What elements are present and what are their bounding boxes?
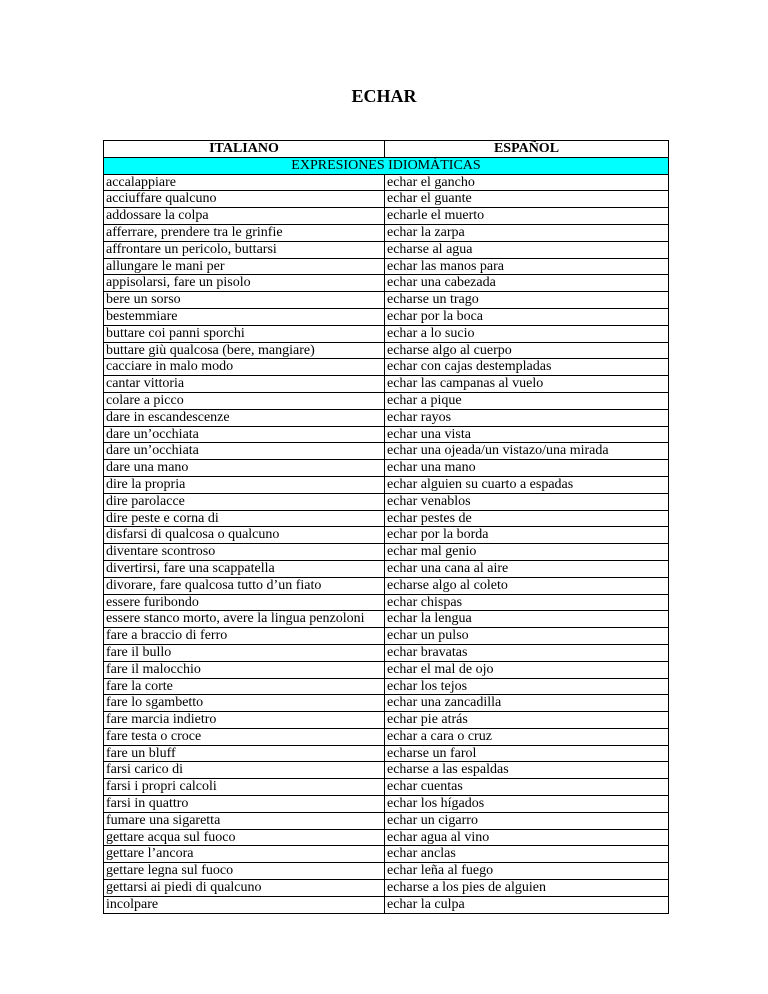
table-row bbox=[104, 577, 669, 594]
spanish-cell: echar mal genio bbox=[385, 544, 669, 561]
spanish-cell: echar un pulso bbox=[385, 628, 669, 645]
italian-cell: bere un sorso bbox=[104, 292, 385, 309]
table-row bbox=[104, 510, 669, 527]
italian-cell: accalappiare bbox=[104, 174, 385, 191]
table-row bbox=[104, 376, 669, 393]
table-row bbox=[104, 812, 669, 829]
spanish-cell: echarse a las espaldas bbox=[385, 762, 669, 779]
table-row bbox=[104, 224, 669, 241]
table-row bbox=[104, 796, 669, 813]
italian-cell: affrontare un pericolo, buttarsi bbox=[104, 241, 385, 258]
spanish-cell: echarse al agua bbox=[385, 241, 669, 258]
italian-cell: fare marcia indietro bbox=[104, 712, 385, 729]
italian-cell: fare il malocchio bbox=[104, 661, 385, 678]
italian-cell: diventare scontroso bbox=[104, 544, 385, 561]
spanish-cell: echar pie atrás bbox=[385, 712, 669, 729]
spanish-cell: echar a pique bbox=[385, 392, 669, 409]
italian-cell: fare un bluff bbox=[104, 745, 385, 762]
spanish-cell: echar venablos bbox=[385, 493, 669, 510]
italian-cell: fare il bullo bbox=[104, 644, 385, 661]
spanish-cell: echar chispas bbox=[385, 594, 669, 611]
table-row bbox=[104, 544, 669, 561]
italian-cell: afferrare, prendere tra le grinfie bbox=[104, 224, 385, 241]
table-row bbox=[104, 409, 669, 426]
italian-cell: farsi i propri calcoli bbox=[104, 779, 385, 796]
italian-cell: farsi in quattro bbox=[104, 796, 385, 813]
italian-cell: essere stanco morto, avere la lingua penzoloni bbox=[104, 611, 385, 628]
spanish-cell: echar la culpa bbox=[385, 896, 669, 913]
italian-cell: cacciare in malo modo bbox=[104, 359, 385, 376]
table-row bbox=[104, 359, 669, 376]
italian-cell: buttare coi panni sporchi bbox=[104, 325, 385, 342]
table-row bbox=[104, 308, 669, 325]
italian-cell: gettarsi ai piedi di qualcuno bbox=[104, 880, 385, 897]
table-row bbox=[104, 476, 669, 493]
spanish-cell: echar una mano bbox=[385, 460, 669, 477]
spanish-cell: echarle el muerto bbox=[385, 208, 669, 225]
table-row bbox=[104, 594, 669, 611]
italian-cell: farsi carico di bbox=[104, 762, 385, 779]
spanish-cell: echar cuentas bbox=[385, 779, 669, 796]
italian-cell: bestemmiare bbox=[104, 308, 385, 325]
table-row bbox=[104, 174, 669, 191]
italian-cell: dare una mano bbox=[104, 460, 385, 477]
italian-cell: fare testa o croce bbox=[104, 728, 385, 745]
spanish-cell: echar una vista bbox=[385, 426, 669, 443]
spanish-cell: echar por la borda bbox=[385, 527, 669, 544]
table-row bbox=[104, 208, 669, 225]
spanish-cell: echarse algo al cuerpo bbox=[385, 342, 669, 359]
table-row bbox=[104, 712, 669, 729]
table-row bbox=[104, 863, 669, 880]
spanish-cell: echar los hígados bbox=[385, 796, 669, 813]
header-espanol: ESPAÑOL bbox=[385, 141, 669, 158]
table-row bbox=[104, 678, 669, 695]
spanish-cell: echar el mal de ojo bbox=[385, 661, 669, 678]
section-row bbox=[104, 157, 669, 174]
spanish-cell: echar el gancho bbox=[385, 174, 669, 191]
spanish-cell: echar una cana al aire bbox=[385, 560, 669, 577]
italian-cell: dare un’occhiata bbox=[104, 443, 385, 460]
italian-cell: acciuffare qualcuno bbox=[104, 191, 385, 208]
italian-cell: disfarsi di qualcosa o qualcuno bbox=[104, 527, 385, 544]
italian-cell: divertirsi, fare una scappatella bbox=[104, 560, 385, 577]
table-row bbox=[104, 644, 669, 661]
italian-cell: gettare l’ancora bbox=[104, 846, 385, 863]
spanish-cell: echar con cajas destempladas bbox=[385, 359, 669, 376]
spanish-cell: echar agua al vino bbox=[385, 829, 669, 846]
spanish-cell: echar los tejos bbox=[385, 678, 669, 695]
table-row bbox=[104, 292, 669, 309]
spanish-cell: echar por la boca bbox=[385, 308, 669, 325]
spanish-cell: echarse un trago bbox=[385, 292, 669, 309]
spanish-cell: echar las campanas al vuelo bbox=[385, 376, 669, 393]
table-row bbox=[104, 191, 669, 208]
table-row bbox=[104, 896, 669, 913]
italian-cell: colare a picco bbox=[104, 392, 385, 409]
spanish-cell: echar a cara o cruz bbox=[385, 728, 669, 745]
table-row bbox=[104, 342, 669, 359]
italian-cell: appisolarsi, fare un pisolo bbox=[104, 275, 385, 292]
table-row bbox=[104, 258, 669, 275]
table-row bbox=[104, 426, 669, 443]
table-row bbox=[104, 443, 669, 460]
table-row bbox=[104, 880, 669, 897]
table-row bbox=[104, 460, 669, 477]
table-row bbox=[104, 829, 669, 846]
table-row bbox=[104, 527, 669, 544]
table-row bbox=[104, 846, 669, 863]
spanish-cell: echar la lengua bbox=[385, 611, 669, 628]
italian-cell: fare lo sgambetto bbox=[104, 695, 385, 712]
table-row bbox=[104, 745, 669, 762]
header-row bbox=[104, 141, 669, 158]
spanish-cell: echar una ojeada/un vistazo/una mirada bbox=[385, 443, 669, 460]
table-row bbox=[104, 560, 669, 577]
table-row bbox=[104, 241, 669, 258]
italian-cell: fare la corte bbox=[104, 678, 385, 695]
section-title: EXPRESIONES IDIOMÁTICAS bbox=[104, 157, 669, 174]
spanish-cell: echar el guante bbox=[385, 191, 669, 208]
spanish-cell: echar una cabezada bbox=[385, 275, 669, 292]
spanish-cell: echar la zarpa bbox=[385, 224, 669, 241]
italian-cell: fumare una sigaretta bbox=[104, 812, 385, 829]
spanish-cell: echar un cigarro bbox=[385, 812, 669, 829]
italian-cell: dire parolacce bbox=[104, 493, 385, 510]
italian-cell: fare a braccio di ferro bbox=[104, 628, 385, 645]
italian-cell: addossare la colpa bbox=[104, 208, 385, 225]
spanish-cell: echar anclas bbox=[385, 846, 669, 863]
italian-cell: buttare giù qualcosa (bere, mangiare) bbox=[104, 342, 385, 359]
italian-cell: dare un’occhiata bbox=[104, 426, 385, 443]
table-row bbox=[104, 275, 669, 292]
spanish-cell: echar pestes de bbox=[385, 510, 669, 527]
spanish-cell: echar bravatas bbox=[385, 644, 669, 661]
italian-cell: allungare le mani per bbox=[104, 258, 385, 275]
spanish-cell: echar alguien su cuarto a espadas bbox=[385, 476, 669, 493]
italian-cell: dare in escandescenze bbox=[104, 409, 385, 426]
table-row bbox=[104, 695, 669, 712]
table-row bbox=[104, 661, 669, 678]
italian-cell: essere furibondo bbox=[104, 594, 385, 611]
table-row bbox=[104, 728, 669, 745]
spanish-cell: echar a lo sucio bbox=[385, 325, 669, 342]
spanish-cell: echar las manos para bbox=[385, 258, 669, 275]
italian-cell: cantar vittoria bbox=[104, 376, 385, 393]
spanish-cell: echarse algo al coleto bbox=[385, 577, 669, 594]
table-row bbox=[104, 762, 669, 779]
page-title: ECHAR bbox=[351, 86, 417, 106]
spanish-cell: echarse un farol bbox=[385, 745, 669, 762]
spanish-cell: echar leña al fuego bbox=[385, 863, 669, 880]
table-row bbox=[104, 325, 669, 342]
table-row bbox=[104, 611, 669, 628]
italian-cell: gettare legna sul fuoco bbox=[104, 863, 385, 880]
italian-cell: divorare, fare qualcosa tutto d’un fiato bbox=[104, 577, 385, 594]
spanish-cell: echarse a los pies de alguien bbox=[385, 880, 669, 897]
table-row bbox=[104, 628, 669, 645]
italian-cell: incolpare bbox=[104, 896, 385, 913]
table-row bbox=[104, 493, 669, 510]
italian-cell: dire la propria bbox=[104, 476, 385, 493]
table-row bbox=[104, 779, 669, 796]
italian-cell: gettare acqua sul fuoco bbox=[104, 829, 385, 846]
table-row bbox=[104, 392, 669, 409]
italian-cell: dire peste e corna di bbox=[104, 510, 385, 527]
header-italiano: ITALIANO bbox=[104, 141, 385, 158]
spanish-cell: echar rayos bbox=[385, 409, 669, 426]
spanish-cell: echar una zancadilla bbox=[385, 695, 669, 712]
vocabulary-table bbox=[103, 140, 669, 914]
